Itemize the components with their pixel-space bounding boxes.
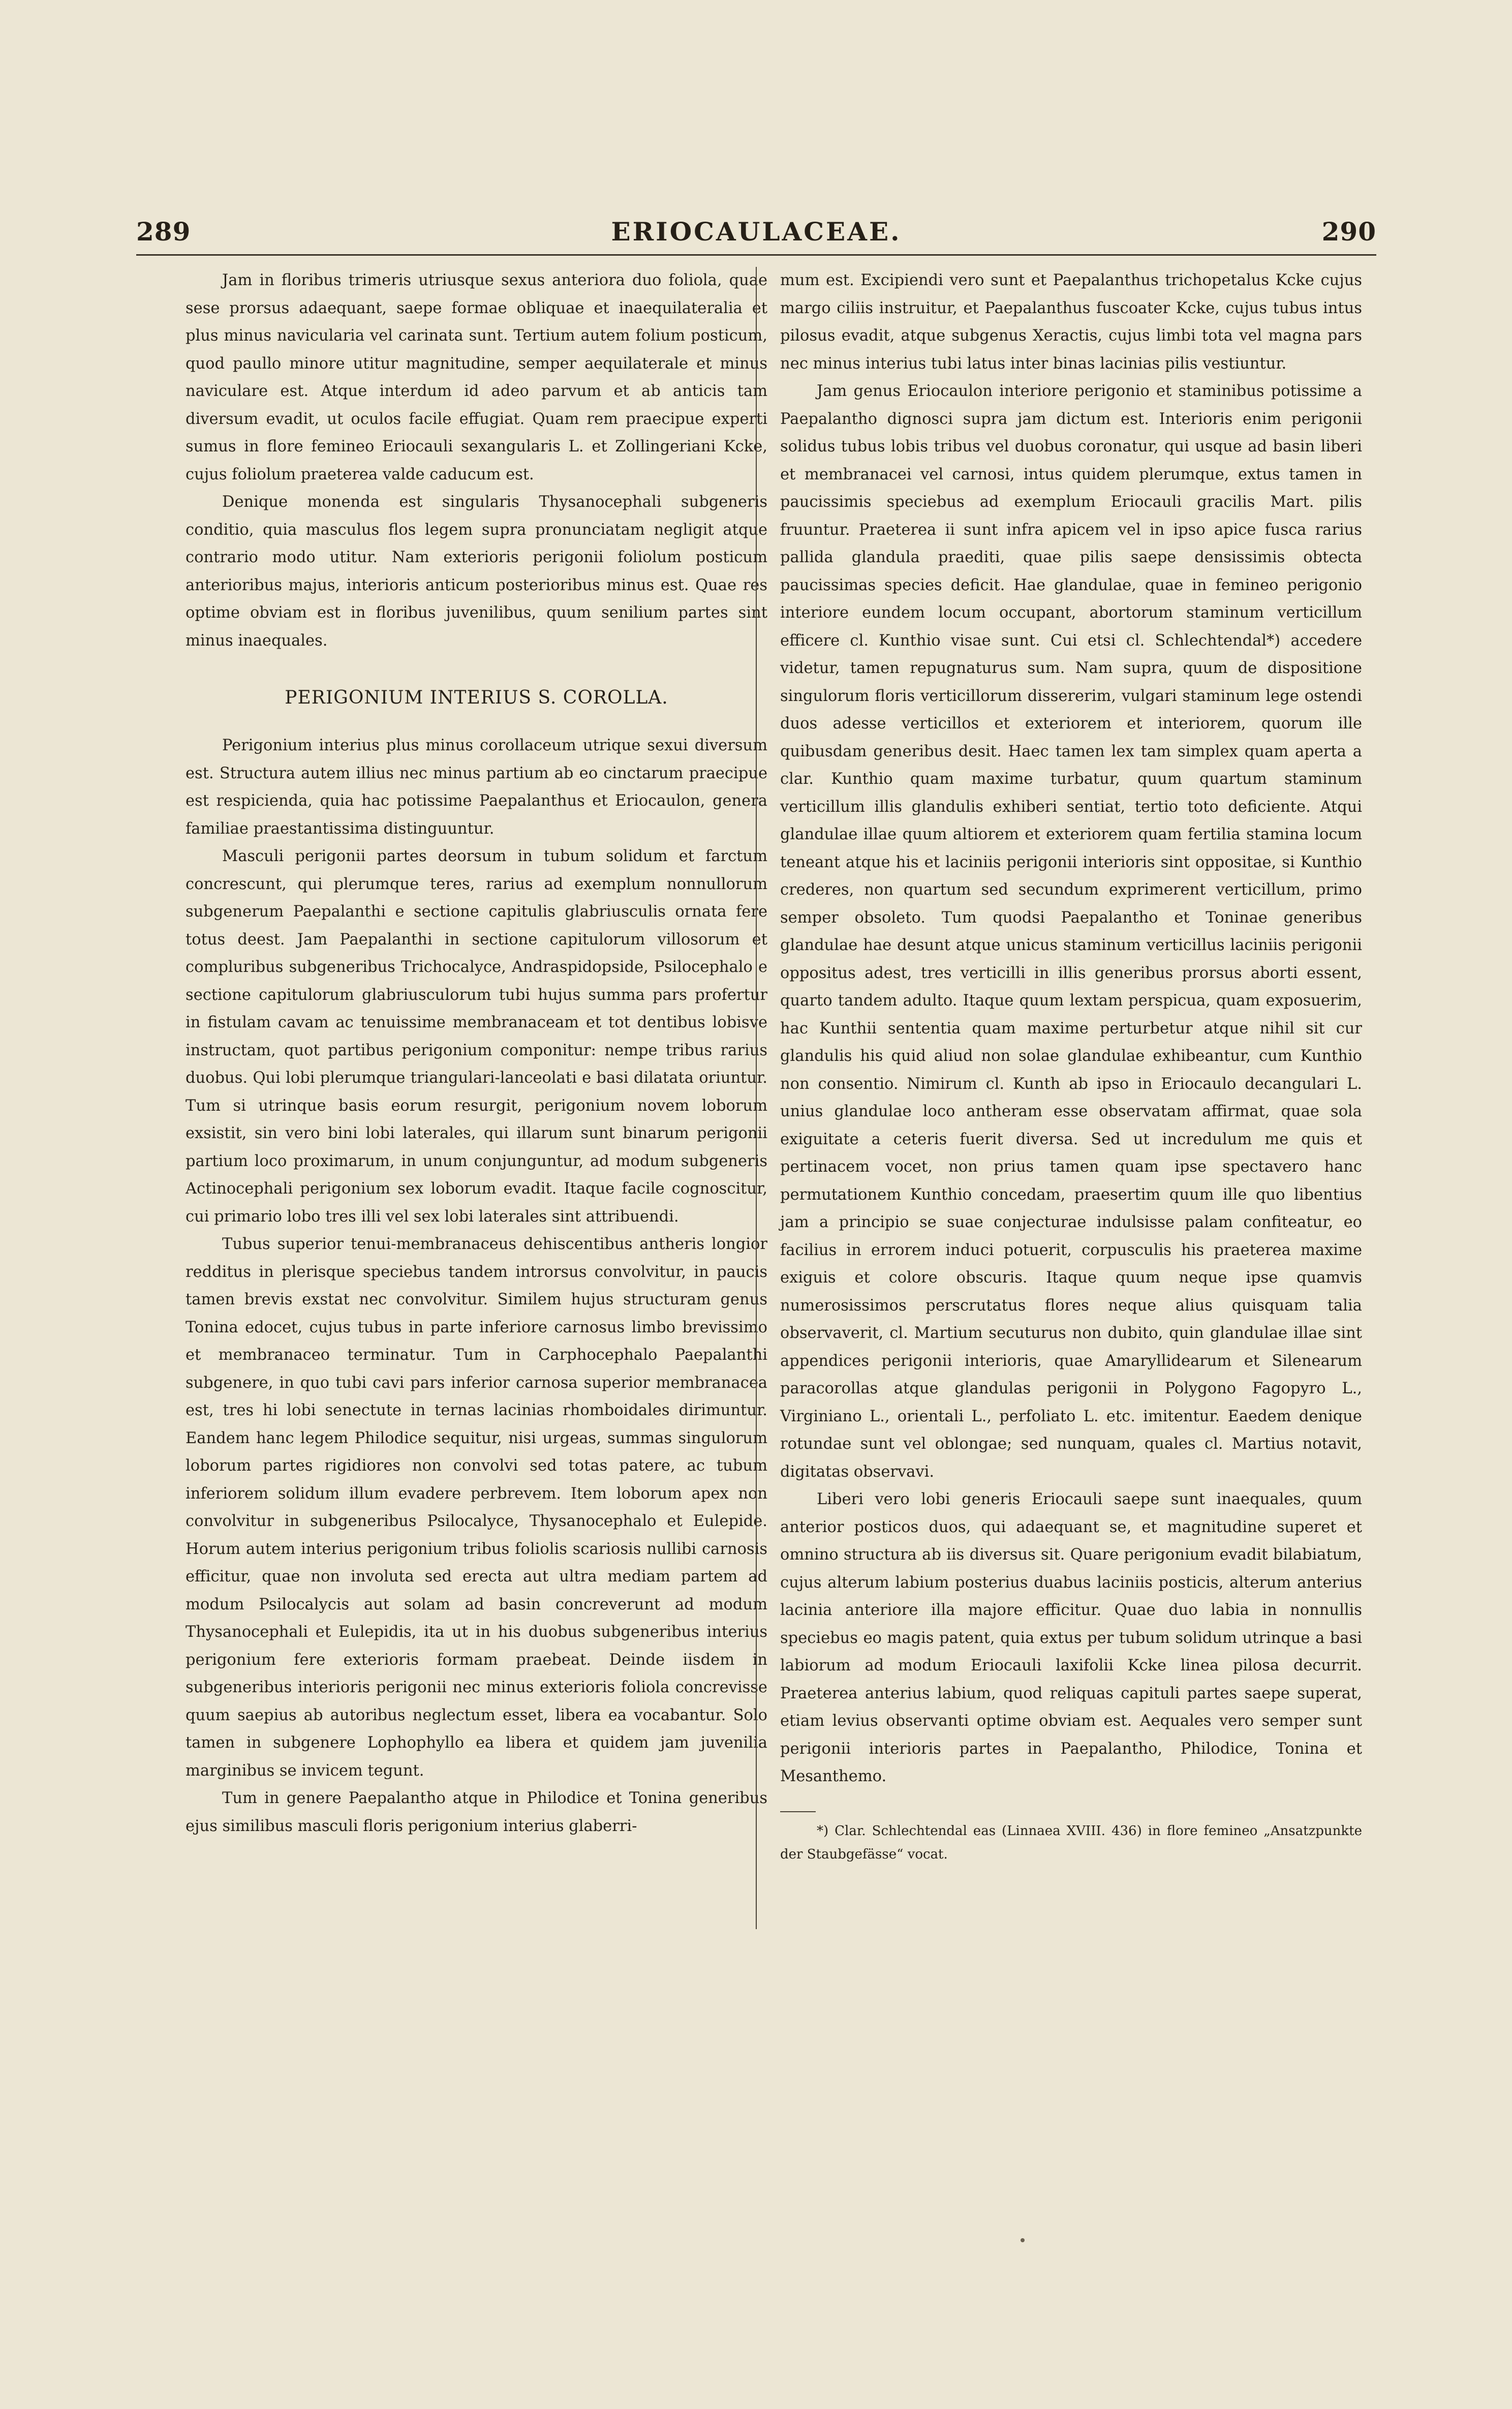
paragraph: Tum in genere Paepalantho atque in Philodice et Tonina generibus ejus similibus masculi floris perigonium interius glaberri-: [186, 1789, 767, 1835]
print-speck: [1021, 2238, 1025, 2242]
paragraph: Jam in floribus trimeris utriusque sexus anteriora duo foliola, quae sese prorsus adaequant, saepe formae obliquae et inaequilateralia et plus minus navicularia vel carinata sunt. Tertium autem folium posticum, quod paullo minore utitur magnitudine, semper aequilaterale et minus naviculare est. Atque interdum id adeo parvum et ab anticis tam diversum evadit, ut oculos facile effugiat. Quam rem praecipue experti sumus in flore femineo Eriocauli sexangularis L. et Zollingeriani Kcke, cujus foliolum praeterea valde caducum est.: [186, 271, 767, 483]
left-column: [186, 267, 767, 1840]
paragraph: Perigonium interius plus minus corollaceum utrique sexui diversum est. Structura autem illius nec minus partium ab eo cinctarum praecipue est respicienda, quia hac potissime Paepalanthus et Eriocaulon, genera familiae praestantissima distinguuntur.: [186, 737, 767, 838]
paragraph: Masculi perigonii partes deorsum in tubum solidum et farctum concrescunt, qui plerumque teres, rarius ad exemplum nonnullorum subgenerum Paepalanthi e sectione capitulis glabriusculis ornata fere totus deest. Jam Paepalanthi in sectione capitulorum villosorum et compluribus subgeneribus Trichocalyce, Andraspidopside, Psilocephalo e sectione capitulorum glabriusculorum tubi hujus summa pars profertur in fistulam cavam ac tenuissime membranaceam et tot dentibus lobisve instructam, quot partibus perigonium componitur: nempe tribus rarius duobus. Qui lobi plerumque triangulari-lanceolati e basi dilatata oriuntur. Tum si utrinque basis eorum resurgit, perigonium novem loborum exsistit, sin vero bini lobi laterales, qui illarum sunt binarum perigonii partium loco proximarum, in unum conjunguntur, ad modum subgeneris Actinocephali perigonium sex loborum evadit. Itaque facile cognoscitur, cui primario lobo tres illi vel sex lobi laterales sint attribuendi.: [186, 847, 767, 1226]
paragraph: Denique monenda est singularis Thysanocephali subgeneris conditio, quia masculus flos legem supra pronunciatam negligit atque contrario modo utitur. Nam exterioris perigonii foliolum posticum anterioribus majus, interioris anticum posterioribus minus est. Quae res optime obviam est in floribus juvenilibus, quum senilium partes sint minus inaequales.: [186, 493, 767, 650]
paragraph: mum est. Excipiendi vero sunt et Paepalanthus trichopetalus Kcke cujus margo ciliis instruitur, et Paepalanthus fuscoater Kcke, cujus tubus intus pilosus evadit, atque subgenus Xeractis, cujus limbi tota vel magna pars nec minus interius tubi latus inter binas lacinias pilis vestiuntur.: [780, 271, 1362, 373]
paragraph: Tubus superior tenui-membranaceus dehiscentibus antheris longior redditus in plerisque speciebus tandem introrsus convolvitur, in paucis tamen brevis exstat nec convolvitur. Similem hujus structuram genus Tonina edocet, cujus tubus in parte inferiore carnosus limbo brevissimo et membranaceo terminatur. Tum in Carphocephalo Paepalanthi subgenere, in quo tubi cavi pars inferior carnosa superior membranacea est, tres hi lobi senectute in ternas lacinias rhomboidales dirimuntur. Eandem hanc legem Philodice sequitur, nisi urgeas, summas singulorum loborum partes rigidiores non convolvi sed totas patere, ac tubum inferiorem solidum illum evadere perbrevem. Item loborum apex non convolvitur in subgeneribus Psilocalyce, Thysanocephalo et Eulepide. Horum autem interius perigonium tribus foliolis scariosis nullibi carnosis efficitur, quae non involuta sed erecta aut ultra mediam partem ad modum Psilocalycis aut solam ad basin concreverunt ad modum Thysanocephali et Eulepidis, ita ut in his duobus subgeneribus interius perigonium fere exterioris formam praebeat. Deinde iisdem in subgeneribus interioris perigonii nec minus exterioris foliola concrevisse quum saepius ab autoribus neglectum esset, libera ea vocabantur. Solo tamen in subgenere Lophophyllo ea libera et quidem jam juvenilia marginibus se invicem tegunt.: [186, 1235, 767, 1780]
column-divider: [756, 267, 757, 1929]
page-header: [136, 214, 1376, 256]
running-title: ERIOCAULACEAE.: [611, 217, 902, 247]
footnote-rule: [780, 1811, 816, 1812]
paragraph: Jam genus Eriocaulon interiore perigonio et staminibus potissime a Paepalantho dignosci supra jam dictum est. Interioris enim perigonii solidus tubus lobis tribus vel duobus coronatur, qui usque ad basin liberi et membranacei vel carnosi, intus quidem plerumque, extus tamen in paucissimis speciebus ad exemplum Eriocauli gracilis Mart. pilis fruuntur. Praeterea ii sunt infra apicem vel in ipso apice fusca rarius pallida glandula praediti, quae pilis saepe densissimis obtecta paucissimas species deficit. Hae glandulae, quae in femineo perigonio interiore eundem locum occupant, abortorum staminum verticillum efficere cl. Kunthio visae sunt. Cui etsi cl. Schlechtendal*) accedere videtur, tamen repugnaturus sum. Nam supra, quum de dispositione singulorum floris verticillorum dissererim, vulgari staminum lege ostendi duos adesse verticillos et exteriorem et interiorem, quorum ille quibusdam generibus desit. Haec tamen lex tam simplex quam aperta a clar. Kunthio quam maxime turbatur, quum quartum staminum verticillum illis glandulis exhiberi sentiat, tertio toto deficiente. Atqui glandulae illae quum altiorem et exteriorem quam fertilia stamina locum teneant atque his et laciniis perigonii interioris sint oppositae, si Kunthio crederes, non quartum sed secundum exprimerent verticillum, primo semper obsoleto. Tum quodsi Paepalantho et Toninae generibus glandulae hae desunt atque unicus staminum verticillus laciniis perigonii oppositus adest, tres verticilli in illis generibus prorsus aborti essent, quarto tandem adulto. Itaque quum lextam perspicua, quam exposuerim, hac Kunthii sententia quam maxime perturbetur atque nihil sit cur glandulis his quid aliud non solae glandulae exhibeantur, cum Kunthio non consentio. Nimirum cl. Kunth ab ipso in Eriocaulo decangulari L. unius glandulae loco antheram esse observatam affirmat, quae sola exiguitate a ceteris fuerit diversa. Sed ut incredulum me quis et pertinacem vocet, non prius tamen quam ipse spectavero hanc permutationem Kunthio concedam, praesertim quum ille quo libentius jam a principio se suae conjecturae indulsisse palam confiteatur, eo facilius in errorem induci potuerit, corpusculis his praeterea maxime exiguis et colore obscuris. Itaque quum neque ipse quamvis numerosissimos perscrutatus flores neque alius quisquam talia observaverit, cl. Martium secuturus non dubito, quin glandulae illae sint appendices perigonii interioris, quae Amaryllidearum et Silenearum paracorollas atque glandulas perigonii in Polygono Fagopyro L., Virginiano L., orientali L., perfoliato L. etc. imitentur. Eaedem denique rotundae sunt vel oblongae; sed nunquam, quales cl. Martius notavit, digitatas observavi.: [780, 382, 1362, 1481]
page-number-right: 290: [1321, 217, 1376, 247]
page-number-left: 289: [136, 217, 191, 247]
paragraph: Liberi vero lobi generis Eriocauli saepe sunt inaequales, quum anterior posticos duos, qui adaequant se, et magnitudine superet et omnino structura ab iis diversus sit. Quare perigonium evadit bilabiatum, cujus alterum labium posterius duabus laciniis posticis, alterum anterius lacinia anteriore illa majore efficitur. Quae duo labia in nonnullis speciebus eo magis patent, quia extus per tubum solidum utrinque a basi labiorum ad modum Eriocauli laxifolii Kcke linea pilosa decurrit. Praeterea anterius labium, quod reliquas capituli partes saepe superat, etiam levius observanti optime obviam est. Aequales vero semper sunt perigonii interioris partes in Paepalantho, Philodice, Tonina et Mesanthemo.: [780, 1490, 1362, 1785]
footnote: *) Clar. Schlechtendal eas (Linnaea XVIII. 436) in flore femineo „Ansatzpunkte der Staubgefässe“ vocat.: [780, 1823, 1362, 1862]
right-column: [780, 267, 1362, 1866]
section-heading: PERIGONIUM INTERIUS S. COROLLA.: [285, 687, 668, 708]
